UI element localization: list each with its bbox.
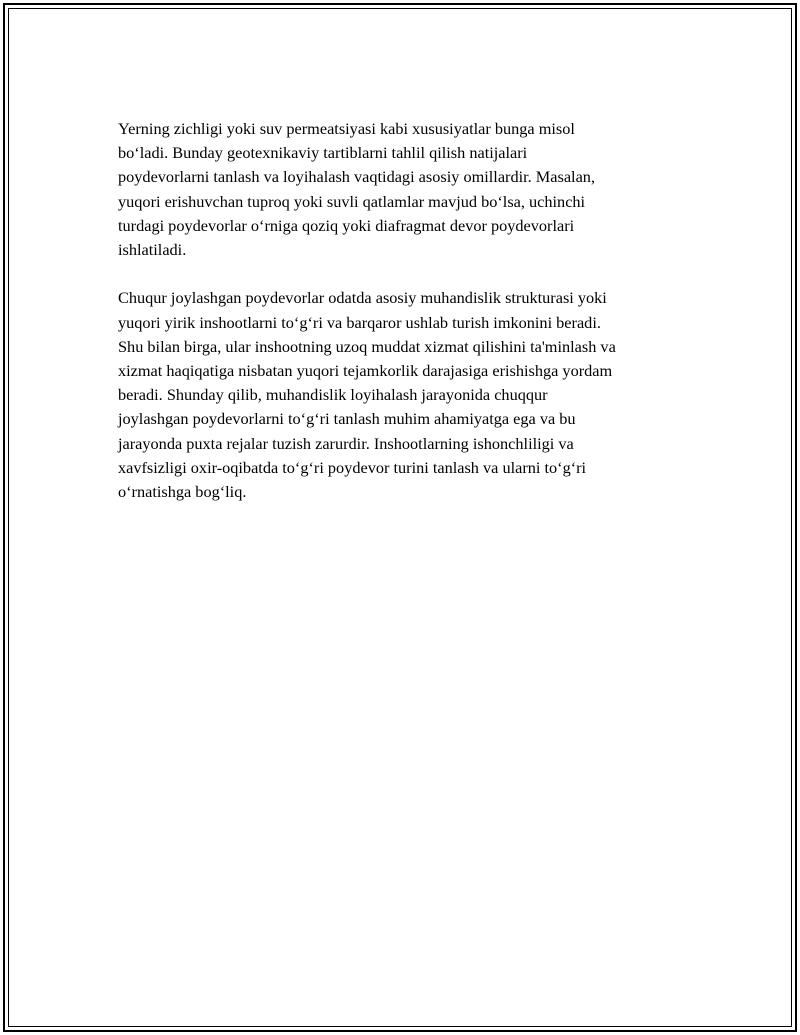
document-body xyxy=(118,117,690,528)
paragraph-line: bo‘ladi. Bunday geotexnikaviy tartiblarni tahlil qilish natijalari xyxy=(118,143,528,163)
paragraph-line: turdagi poydevorlar o‘rniga qoziq yoki diafragmat devor poydevorlari xyxy=(118,215,575,235)
paragraph-line: o‘rnatishga bog‘liq. xyxy=(118,482,247,502)
paragraph-line: Shu bilan birga, ular inshootning uzoq muddat xizmat qilishini ta'minlash va xyxy=(118,336,616,356)
paragraph-line: ishlatiladi. xyxy=(118,240,187,260)
paragraph-2 xyxy=(118,286,690,504)
paragraph-line: xizmat haqiqatiga nisbatan yuqori tejamkorlik darajasiga erishishga yordam xyxy=(118,361,613,381)
paragraph-line: yuqori yirik inshootlarni to‘g‘ri va barqaror ushlab turish imkonini beradi. xyxy=(118,312,601,332)
paragraph-line: Yerning zichligi yoki suv permeatsiyasi kabi xususiyatlar bunga misol xyxy=(118,119,575,138)
paragraph-line: beradi. Shunday qilib, muhandislik loyihalash jarayonida chuqqur xyxy=(118,385,548,405)
paragraph-line: xavfsizligi oxir-oqibatda to‘g‘ri poydevor turini tanlash va ularni to‘g‘ri xyxy=(118,457,587,477)
paragraph-line: jarayonda puxta rejalar tuzish zarurdir. Inshootlarning ishonchliligi va xyxy=(118,433,574,453)
paragraph-line: Chuqur joylashgan poydevorlar odatda asosiy muhandislik strukturasi yoki xyxy=(118,288,607,308)
paragraph-line: poydevorlarni tanlash va loyihalash vaqtidagi asosiy omillardir. Masalan, xyxy=(118,167,596,187)
paragraph-1 xyxy=(118,117,690,262)
paragraph-line: yuqori erishuvchan tuproq yoki suvli qatlamlar mavjud bo‘lsa, uchinchi xyxy=(118,191,586,211)
paragraph-line: joylashgan poydevorlarni to‘g‘ri tanlash muhim ahamiyatga ega va bu xyxy=(118,409,576,429)
